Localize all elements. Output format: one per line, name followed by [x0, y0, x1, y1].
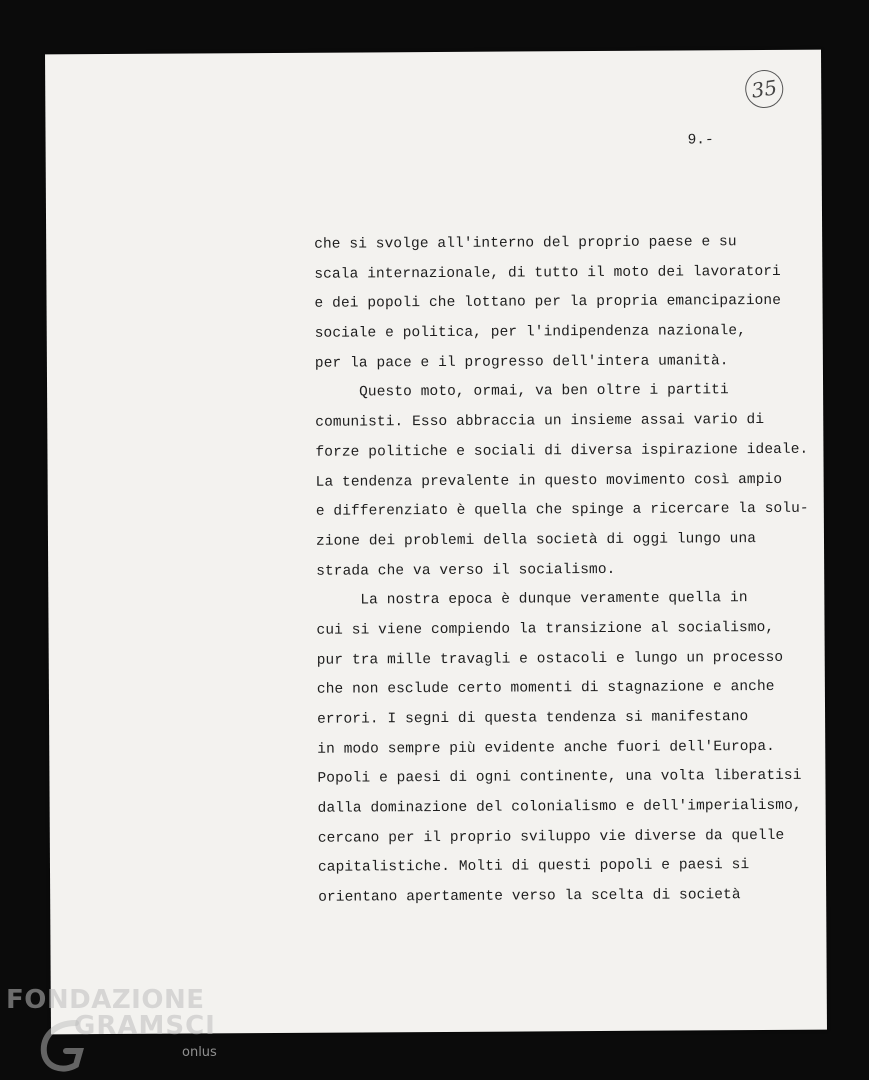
text-line: forze politiche e sociali di diversa ispirazione ideale. [315, 441, 809, 461]
text-line: scala internazionale, di tutto il moto dei lavoratori [314, 263, 781, 283]
text-line: zione dei problemi della società di oggi lungo una [315, 530, 757, 550]
typed-text-body [314, 228, 828, 914]
document-page [45, 50, 827, 1035]
text-line: che non esclude certo momenti di stagnazione e anche [316, 679, 775, 699]
text-line: La tendenza prevalente in questo movimento così ampio [315, 471, 783, 491]
text-line: e dei popoli che lottano per la propria emancipazione [314, 293, 782, 313]
watermark-line-gramsci: GRAMSCI [74, 1011, 216, 1041]
watermark-line-fondazione: FONDAZIONE [6, 985, 205, 1015]
text-line: orientano apertamente verso la scelta di società [318, 887, 741, 906]
text-line: e differenziato è quella che spinge a ricercare la solu- [315, 500, 809, 520]
page-number: 9.- [687, 132, 714, 149]
text-line: cui si viene compiendo la transizione al socialismo, [316, 619, 775, 639]
text-line: in modo sempre più evidente anche fuori dell'Europa. [317, 738, 775, 758]
text-line: dalla dominazione del colonialismo e dell'imperialismo, [317, 797, 802, 817]
text-line: che si svolge all'interno del proprio paese e su [314, 234, 737, 253]
watermark-logo [6, 985, 226, 1075]
text-line: comunisti. Esso abbraccia un insieme assai vario di [315, 412, 765, 431]
text-line: cercano per il proprio sviluppo vie diverse da quelle [317, 827, 785, 847]
text-line: capitalistiche. Molti di questi popoli e paesi si [317, 857, 750, 877]
text-line: La nostra epoca è dunque veramente quella in [316, 590, 748, 609]
text-line: pur tra mille travagli e ostacoli e lungo un processo [316, 649, 784, 669]
archive-number-stamp: 35 [743, 67, 786, 110]
text-line: strada che va verso il socialismo. [316, 561, 616, 580]
text-line: Popoli e paesi di ogni continente, una volta liberatisi [317, 768, 802, 788]
text-line: per la pace e il progresso dell'intera umanità. [314, 352, 729, 372]
text-line: Questo moto, ormai, va ben oltre i partiti [315, 382, 729, 402]
text-line: sociale e politica, per l'indipendenza nazionale, [314, 323, 747, 342]
text-line: errori. I segni di questa tendenza si manifestano [317, 709, 749, 728]
watermark-line-onlus: onlus [182, 1045, 217, 1060]
